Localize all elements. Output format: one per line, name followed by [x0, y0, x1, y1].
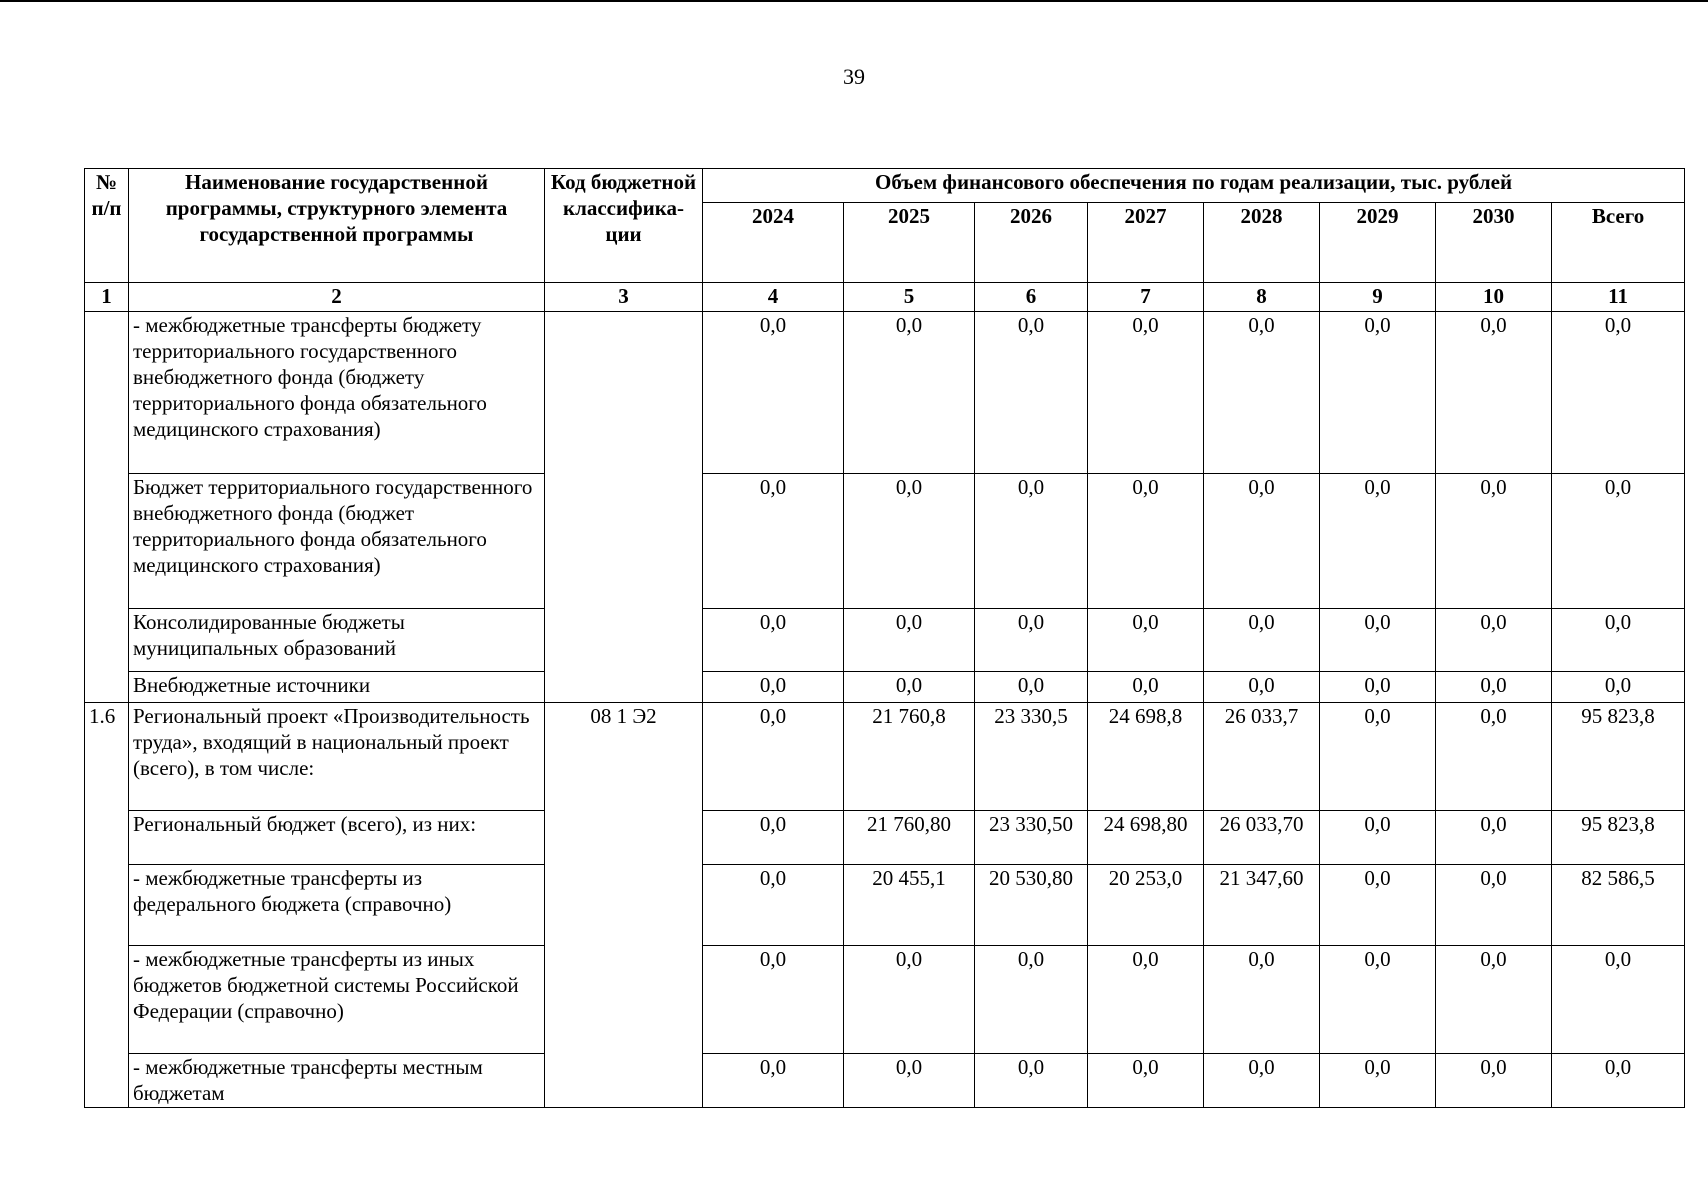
value-cell: 0,0	[703, 703, 844, 811]
top-border-line	[0, 0, 1708, 2]
value-cell: 21 347,60	[1204, 865, 1320, 946]
value-cell: 0,0	[1436, 609, 1552, 672]
value-cell: 0,0	[844, 474, 975, 609]
value-cell: 23 330,50	[975, 811, 1088, 865]
value-cell: 20 455,1	[844, 865, 975, 946]
value-cell: 0,0	[1436, 946, 1552, 1054]
header-col-name: Наименование государственной программы, структурного элемента государственной программы	[129, 169, 545, 283]
column-number: 6	[975, 283, 1088, 312]
value-cell: 0,0	[1320, 703, 1436, 811]
value-cell: 0,0	[1320, 811, 1436, 865]
row-name: Внебюджетные источники	[129, 672, 545, 703]
value-cell: 0,0	[1204, 312, 1320, 474]
value-cell: 95 823,8	[1552, 811, 1685, 865]
column-number-row	[85, 283, 1685, 312]
value-cell: 0,0	[703, 609, 844, 672]
value-cell: 0,0	[844, 312, 975, 474]
value-cell: 0,0	[703, 474, 844, 609]
header-col-code: Код бюджетной классифика-ции	[545, 169, 703, 283]
value-cell: 0,0	[1552, 672, 1685, 703]
header-year: 2029	[1320, 203, 1436, 283]
value-cell: 0,0	[975, 312, 1088, 474]
table-row	[85, 672, 1685, 703]
column-number: 8	[1204, 283, 1320, 312]
value-cell: 95 823,8	[1552, 703, 1685, 811]
value-cell: 0,0	[703, 811, 844, 865]
column-number: 11	[1552, 283, 1685, 312]
value-cell: 0,0	[1088, 474, 1204, 609]
value-cell: 0,0	[1552, 609, 1685, 672]
row-name: - межбюджетные трансферты из иных бюджетов бюджетной системы Российской Федерации (справочно)	[129, 946, 545, 1054]
value-cell: 0,0	[1436, 1054, 1552, 1108]
value-cell: 0,0	[1436, 865, 1552, 946]
value-cell: 0,0	[703, 1054, 844, 1108]
value-cell: 0,0	[1436, 672, 1552, 703]
header-total: Всего	[1552, 203, 1685, 283]
header-year: 2025	[844, 203, 975, 283]
value-cell: 0,0	[1320, 946, 1436, 1054]
table-row	[85, 811, 1685, 865]
value-cell: 24 698,80	[1088, 811, 1204, 865]
column-number: 1	[85, 283, 129, 312]
value-cell: 0,0	[1320, 1054, 1436, 1108]
column-number: 10	[1436, 283, 1552, 312]
table-row	[85, 312, 1685, 474]
row-name: Бюджет территориального государственного внебюджетного фонда (бюджет территориального фонда обязательного медицинского страхования)	[129, 474, 545, 609]
header-year: 2026	[975, 203, 1088, 283]
value-cell: 0,0	[1088, 672, 1204, 703]
value-cell: 20 530,80	[975, 865, 1088, 946]
value-cell: 23 330,5	[975, 703, 1088, 811]
header-col-num: № п/п	[85, 169, 129, 283]
value-cell: 0,0	[975, 1054, 1088, 1108]
header-volume-title: Объем финансового обеспечения по годам реализации, тыс. рублей	[703, 169, 1685, 203]
row-name: - межбюджетные трансферты из федерального бюджета (справочно)	[129, 865, 545, 946]
value-cell: 0,0	[1320, 312, 1436, 474]
value-cell: 0,0	[1088, 609, 1204, 672]
column-number: 5	[844, 283, 975, 312]
row-name: - межбюджетные трансферты бюджету территориального государственного внебюджетного фонда (бюджету территориального фонда обязательного медицинского страхования)	[129, 312, 545, 474]
row-name: - межбюджетные трансферты местным бюджетам	[129, 1054, 545, 1108]
row-name: Консолидированные бюджеты муниципальных образований	[129, 609, 545, 672]
value-cell: 0,0	[1552, 312, 1685, 474]
table-row	[85, 865, 1685, 946]
value-cell: 0,0	[703, 312, 844, 474]
table-row	[85, 703, 1685, 811]
table-row	[85, 1054, 1685, 1108]
value-cell: 0,0	[975, 609, 1088, 672]
row-name: Региональный бюджет (всего), из них:	[129, 811, 545, 865]
row-index: 1.6	[85, 703, 129, 1108]
value-cell: 82 586,5	[1552, 865, 1685, 946]
value-cell: 0,0	[1088, 312, 1204, 474]
column-number: 4	[703, 283, 844, 312]
value-cell: 0,0	[1320, 672, 1436, 703]
value-cell: 26 033,7	[1204, 703, 1320, 811]
value-cell: 0,0	[1204, 1054, 1320, 1108]
value-cell: 0,0	[1320, 865, 1436, 946]
value-cell: 0,0	[703, 865, 844, 946]
value-cell: 0,0	[1204, 946, 1320, 1054]
value-cell: 0,0	[1436, 811, 1552, 865]
column-number: 9	[1320, 283, 1436, 312]
value-cell: 0,0	[1320, 609, 1436, 672]
value-cell: 0,0	[975, 474, 1088, 609]
column-number: 7	[1088, 283, 1204, 312]
value-cell: 0,0	[1204, 672, 1320, 703]
value-cell: 0,0	[975, 946, 1088, 1054]
value-cell: 0,0	[1436, 474, 1552, 609]
value-cell: 26 033,70	[1204, 811, 1320, 865]
value-cell: 0,0	[1436, 703, 1552, 811]
table-row	[85, 609, 1685, 672]
value-cell: 24 698,8	[1088, 703, 1204, 811]
value-cell: 0,0	[1088, 946, 1204, 1054]
value-cell: 21 760,80	[844, 811, 975, 865]
value-cell: 0,0	[844, 946, 975, 1054]
value-cell: 0,0	[844, 1054, 975, 1108]
column-number: 2	[129, 283, 545, 312]
value-cell: 0,0	[1436, 312, 1552, 474]
value-cell: 0,0	[1320, 474, 1436, 609]
value-cell: 0,0	[703, 946, 844, 1054]
value-cell: 0,0	[703, 672, 844, 703]
value-cell: 21 760,8	[844, 703, 975, 811]
value-cell: 0,0	[975, 672, 1088, 703]
column-number: 3	[545, 283, 703, 312]
header-year: 2024	[703, 203, 844, 283]
header-year: 2027	[1088, 203, 1204, 283]
row-name: Региональный проект «Производительность труда», входящий в национальный проект (всего), в том числе:	[129, 703, 545, 811]
header-year: 2028	[1204, 203, 1320, 283]
budget-table	[84, 168, 1685, 1108]
table-row	[85, 946, 1685, 1054]
page-number: 39	[843, 64, 865, 89]
value-cell: 0,0	[1204, 609, 1320, 672]
value-cell: 0,0	[844, 609, 975, 672]
value-cell: 0,0	[844, 672, 975, 703]
table-row	[85, 474, 1685, 609]
row-code: 08 1 Э2	[545, 703, 703, 1108]
value-cell: 0,0	[1552, 946, 1685, 1054]
header-year: 2030	[1436, 203, 1552, 283]
row-code-cell	[545, 312, 703, 703]
value-cell: 0,0	[1552, 1054, 1685, 1108]
value-cell: 0,0	[1552, 474, 1685, 609]
value-cell: 0,0	[1204, 474, 1320, 609]
row-index-cell	[85, 312, 129, 703]
value-cell: 20 253,0	[1088, 865, 1204, 946]
value-cell: 0,0	[1088, 1054, 1204, 1108]
